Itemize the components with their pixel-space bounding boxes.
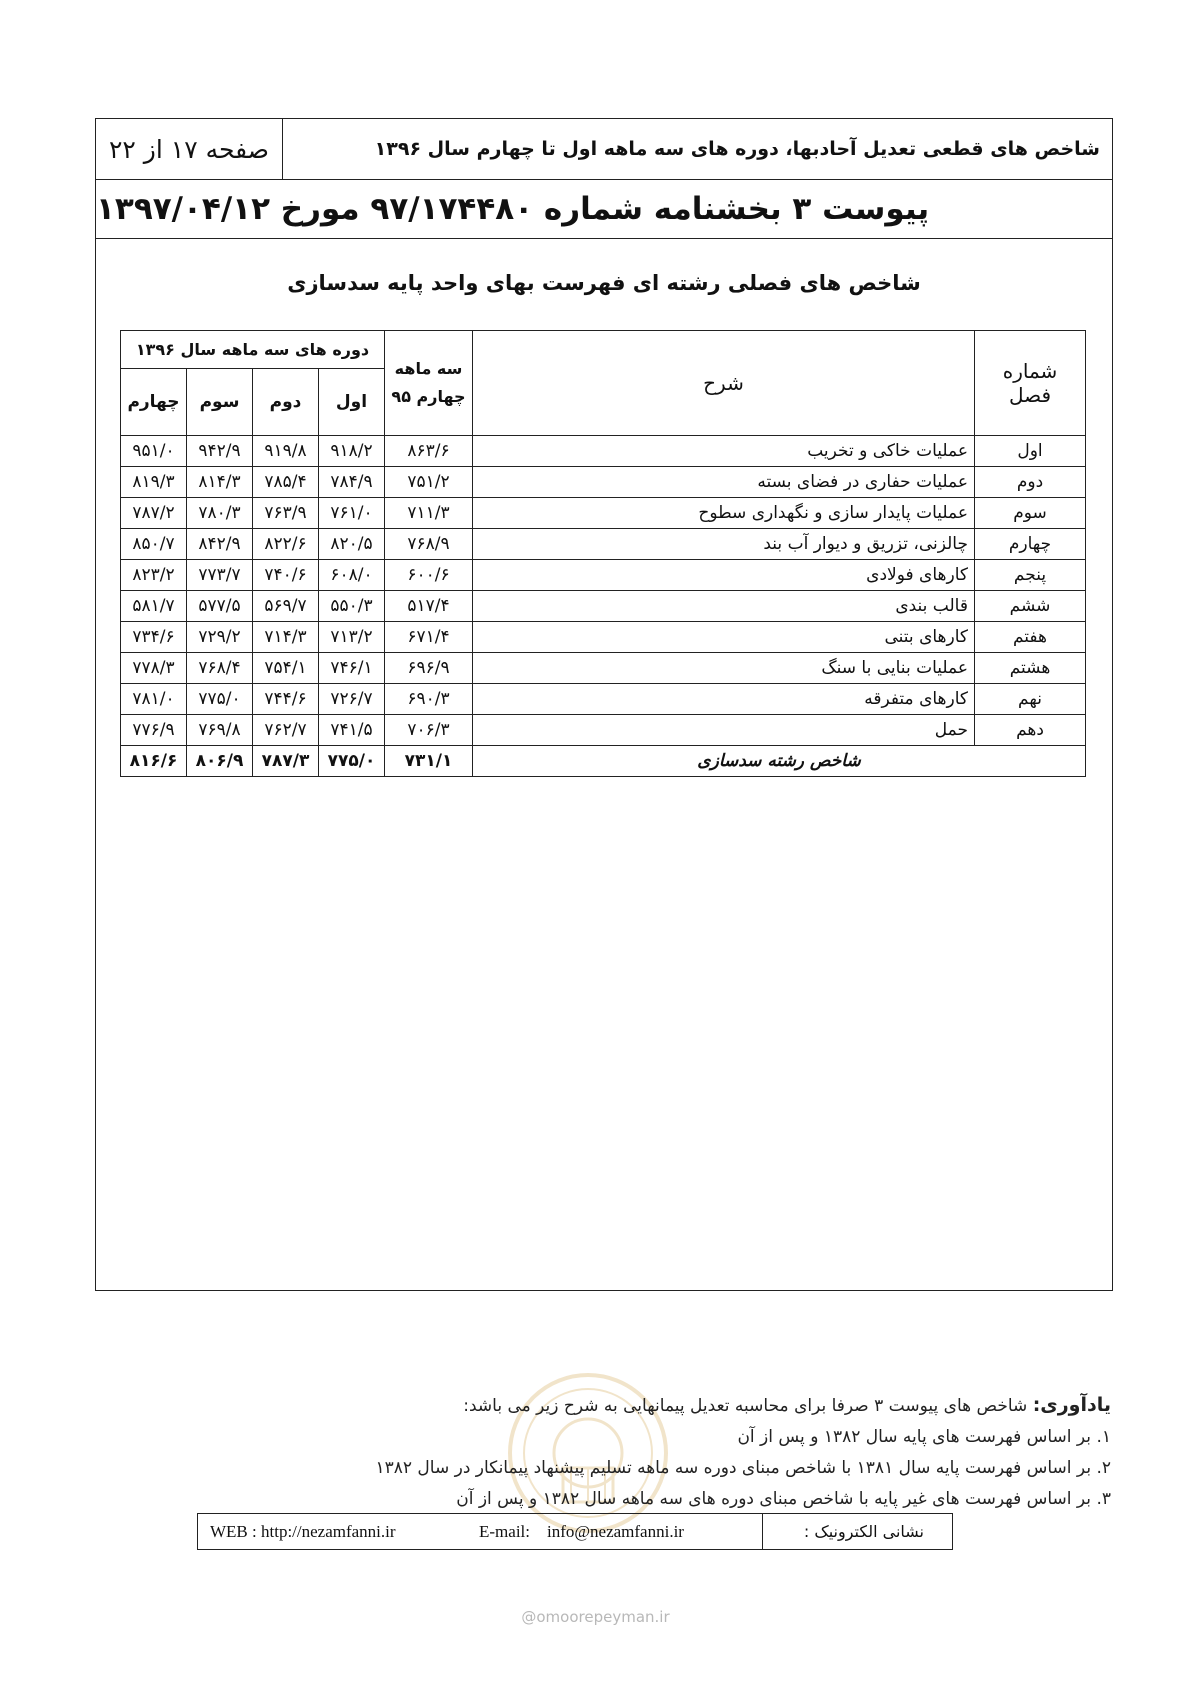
total-q4: ۸۱۶/۶: [121, 746, 187, 777]
list-item: ۱. بر اساس فهرست های پایه سال ۱۳۸۲ و پس از آن: [737, 1427, 1111, 1447]
total-q2: ۷۸۷/۳: [253, 746, 319, 777]
cell-chapter: دوم: [975, 467, 1086, 498]
cell-q2: ۸۲۲/۶: [253, 529, 319, 560]
cell-q4: ۹۵۱/۰: [121, 436, 187, 467]
cell-q1: ۸۲۰/۵: [319, 529, 385, 560]
cell-q1: ۷۴۱/۵: [319, 715, 385, 746]
cell-q1: ۷۶۱/۰: [319, 498, 385, 529]
cell-base: ۷۰۶/۳: [385, 715, 473, 746]
cell-q2: ۵۶۹/۷: [253, 591, 319, 622]
cell-q3: ۸۱۴/۳: [187, 467, 253, 498]
cell-q2: ۷۶۳/۹: [253, 498, 319, 529]
cell-q1: ۶۰۸/۰: [319, 560, 385, 591]
cell-chapter: دهم: [975, 715, 1086, 746]
cell-description: حمل: [473, 715, 975, 746]
cell-description: عملیات بنایی با سنگ: [473, 653, 975, 684]
cell-q4: ۸۵۰/۷: [121, 529, 187, 560]
cell-q3: ۹۴۲/۹: [187, 436, 253, 467]
cell-q3: ۵۷۷/۵: [187, 591, 253, 622]
cell-description: عملیات پایدار سازی و نگهداری سطوح: [473, 498, 975, 529]
cell-chapter: اول: [975, 436, 1086, 467]
cell-chapter: ششم: [975, 591, 1086, 622]
cell-q1: ۷۲۶/۷: [319, 684, 385, 715]
total-row: [121, 746, 1086, 777]
total-label: شاخص رشته سدسازی: [473, 746, 1086, 777]
table-row: [121, 622, 1086, 653]
website-link[interactable]: WEB : http://nezamfanni.ir: [210, 1521, 396, 1541]
table-row: [121, 498, 1086, 529]
total-q3: ۸۰۶/۹: [187, 746, 253, 777]
header-subject: شاخص های قطعی تعدیل آحادبها، دوره های سه ماهه اول تا چهارم سال ۱۳۹۶: [374, 138, 1100, 160]
cell-q4: ۷۷۶/۹: [121, 715, 187, 746]
cell-q4: ۸۲۳/۲: [121, 560, 187, 591]
cell-q1: ۵۵۰/۳: [319, 591, 385, 622]
cell-q3: ۷۲۹/۲: [187, 622, 253, 653]
cell-description: کارهای بتنی: [473, 622, 975, 653]
contact-label: نشانی الکترونیک :: [762, 1514, 952, 1549]
footer-watermark-text: @omoorepeyman.ir: [521, 1608, 670, 1626]
email-link[interactable]: info@nezamfanni.ir: [547, 1521, 684, 1541]
total-base: ۷۳۱/۱: [385, 746, 473, 777]
cell-q4: ۷۸۱/۰: [121, 684, 187, 715]
cell-q1: ۷۴۶/۱: [319, 653, 385, 684]
header-q3: سوم: [187, 369, 253, 436]
cell-q2: ۷۶۲/۷: [253, 715, 319, 746]
cell-q3: ۷۷۵/۰: [187, 684, 253, 715]
header-q2: دوم: [253, 369, 319, 436]
table-row: [121, 436, 1086, 467]
cell-base: ۶۹۶/۹: [385, 653, 473, 684]
notes-list: [211, 1422, 1111, 1515]
cell-q4: ۷۸۷/۲: [121, 498, 187, 529]
cell-description: عملیات حفاری در فضای بسته: [473, 467, 975, 498]
header-row: [96, 119, 1112, 180]
table-title: شاخص های فصلی رشته ای فهرست بهای واحد پایه سدسازی: [287, 271, 921, 295]
cell-q1: ۷۸۴/۹: [319, 467, 385, 498]
header-period-group: دوره های سه ماهه سال ۱۳۹۶: [121, 331, 385, 369]
cell-base: ۸۶۳/۶: [385, 436, 473, 467]
index-table: [120, 330, 1086, 777]
list-item: ۲. بر اساس فهرست پایه سال ۱۳۸۱ با شاخص مبنای دوره سه ماهه تسلیم پیشنهاد پیمانکار در سال ۱۳۸۲: [375, 1458, 1111, 1478]
cell-q3: ۷۸۰/۳: [187, 498, 253, 529]
header-q4: چهارم: [121, 369, 187, 436]
notes-section: [211, 1390, 1111, 1515]
table-row: [121, 684, 1086, 715]
header-base-period: سه ماهه چهارم ۹۵: [385, 331, 473, 436]
document-title: پیوست ۳ بخشنامه شماره ۹۷/۱۷۴۴۸۰ مورخ ۱۳۹۷/۰۴/۱۲: [96, 180, 1112, 239]
cell-q2: ۷۴۰/۶: [253, 560, 319, 591]
header-description: شرح: [473, 331, 975, 436]
list-item: ۳. بر اساس فهرست های غیر پایه با شاخص مبنای دوره های سه ماهه سال ۱۳۸۲ و پس از آن: [456, 1489, 1111, 1509]
notes-intro: [211, 1390, 1111, 1422]
cell-q3: ۷۷۳/۷: [187, 560, 253, 591]
cell-base: ۶۷۱/۴: [385, 622, 473, 653]
table-row: [121, 591, 1086, 622]
cell-chapter: پنجم: [975, 560, 1086, 591]
cell-q3: ۷۶۹/۸: [187, 715, 253, 746]
cell-base: ۵۱۷/۴: [385, 591, 473, 622]
cell-q1: ۷۱۳/۲: [319, 622, 385, 653]
cell-q2: ۹۱۹/۸: [253, 436, 319, 467]
cell-base: ۷۱۱/۳: [385, 498, 473, 529]
cell-description: عملیات خاکی و تخریب: [473, 436, 975, 467]
page-number: صفحه ۱۷ از ۲۲: [96, 119, 283, 179]
header-chapter: شماره فصل: [975, 331, 1086, 436]
cell-q4: ۷۳۴/۶: [121, 622, 187, 653]
notes-title: یادآوری:: [1032, 1394, 1111, 1416]
table-row: [121, 715, 1086, 746]
cell-chapter: چهارم: [975, 529, 1086, 560]
document-frame: [95, 118, 1113, 1291]
cell-q3: ۷۶۸/۴: [187, 653, 253, 684]
cell-base: ۶۹۰/۳: [385, 684, 473, 715]
cell-q2: ۷۱۴/۳: [253, 622, 319, 653]
cell-chapter: هفتم: [975, 622, 1086, 653]
table-row: [121, 467, 1086, 498]
header-q1: اول: [319, 369, 385, 436]
cell-chapter: نهم: [975, 684, 1086, 715]
cell-description: قالب بندی: [473, 591, 975, 622]
cell-q2: ۷۴۴/۶: [253, 684, 319, 715]
notes-intro-text: شاخص های پیوست ۳ صرفا برای محاسبه تعدیل پیمانهایی به شرح زیر می باشد:: [463, 1396, 1028, 1416]
cell-base: ۷۶۸/۹: [385, 529, 473, 560]
cell-description: کارهای متفرقه: [473, 684, 975, 715]
cell-q2: ۷۵۴/۱: [253, 653, 319, 684]
table-row: [121, 529, 1086, 560]
cell-q4: ۵۸۱/۷: [121, 591, 187, 622]
cell-base: ۶۰۰/۶: [385, 560, 473, 591]
cell-base: ۷۵۱/۲: [385, 467, 473, 498]
cell-chapter: هشتم: [975, 653, 1086, 684]
cell-q4: ۸۱۹/۳: [121, 467, 187, 498]
cell-description: چالزنی، تزریق و دیوار آب بند: [473, 529, 975, 560]
total-q1: ۷۷۵/۰: [319, 746, 385, 777]
cell-q3: ۸۴۲/۹: [187, 529, 253, 560]
cell-q4: ۷۷۸/۳: [121, 653, 187, 684]
table-row: [121, 653, 1086, 684]
table-row: [121, 560, 1086, 591]
cell-q2: ۷۸۵/۴: [253, 467, 319, 498]
email-label: E-mail:: [479, 1521, 530, 1541]
cell-description: کارهای فولادی: [473, 560, 975, 591]
cell-chapter: سوم: [975, 498, 1086, 529]
contact-box: [197, 1513, 953, 1550]
cell-q1: ۹۱۸/۲: [319, 436, 385, 467]
